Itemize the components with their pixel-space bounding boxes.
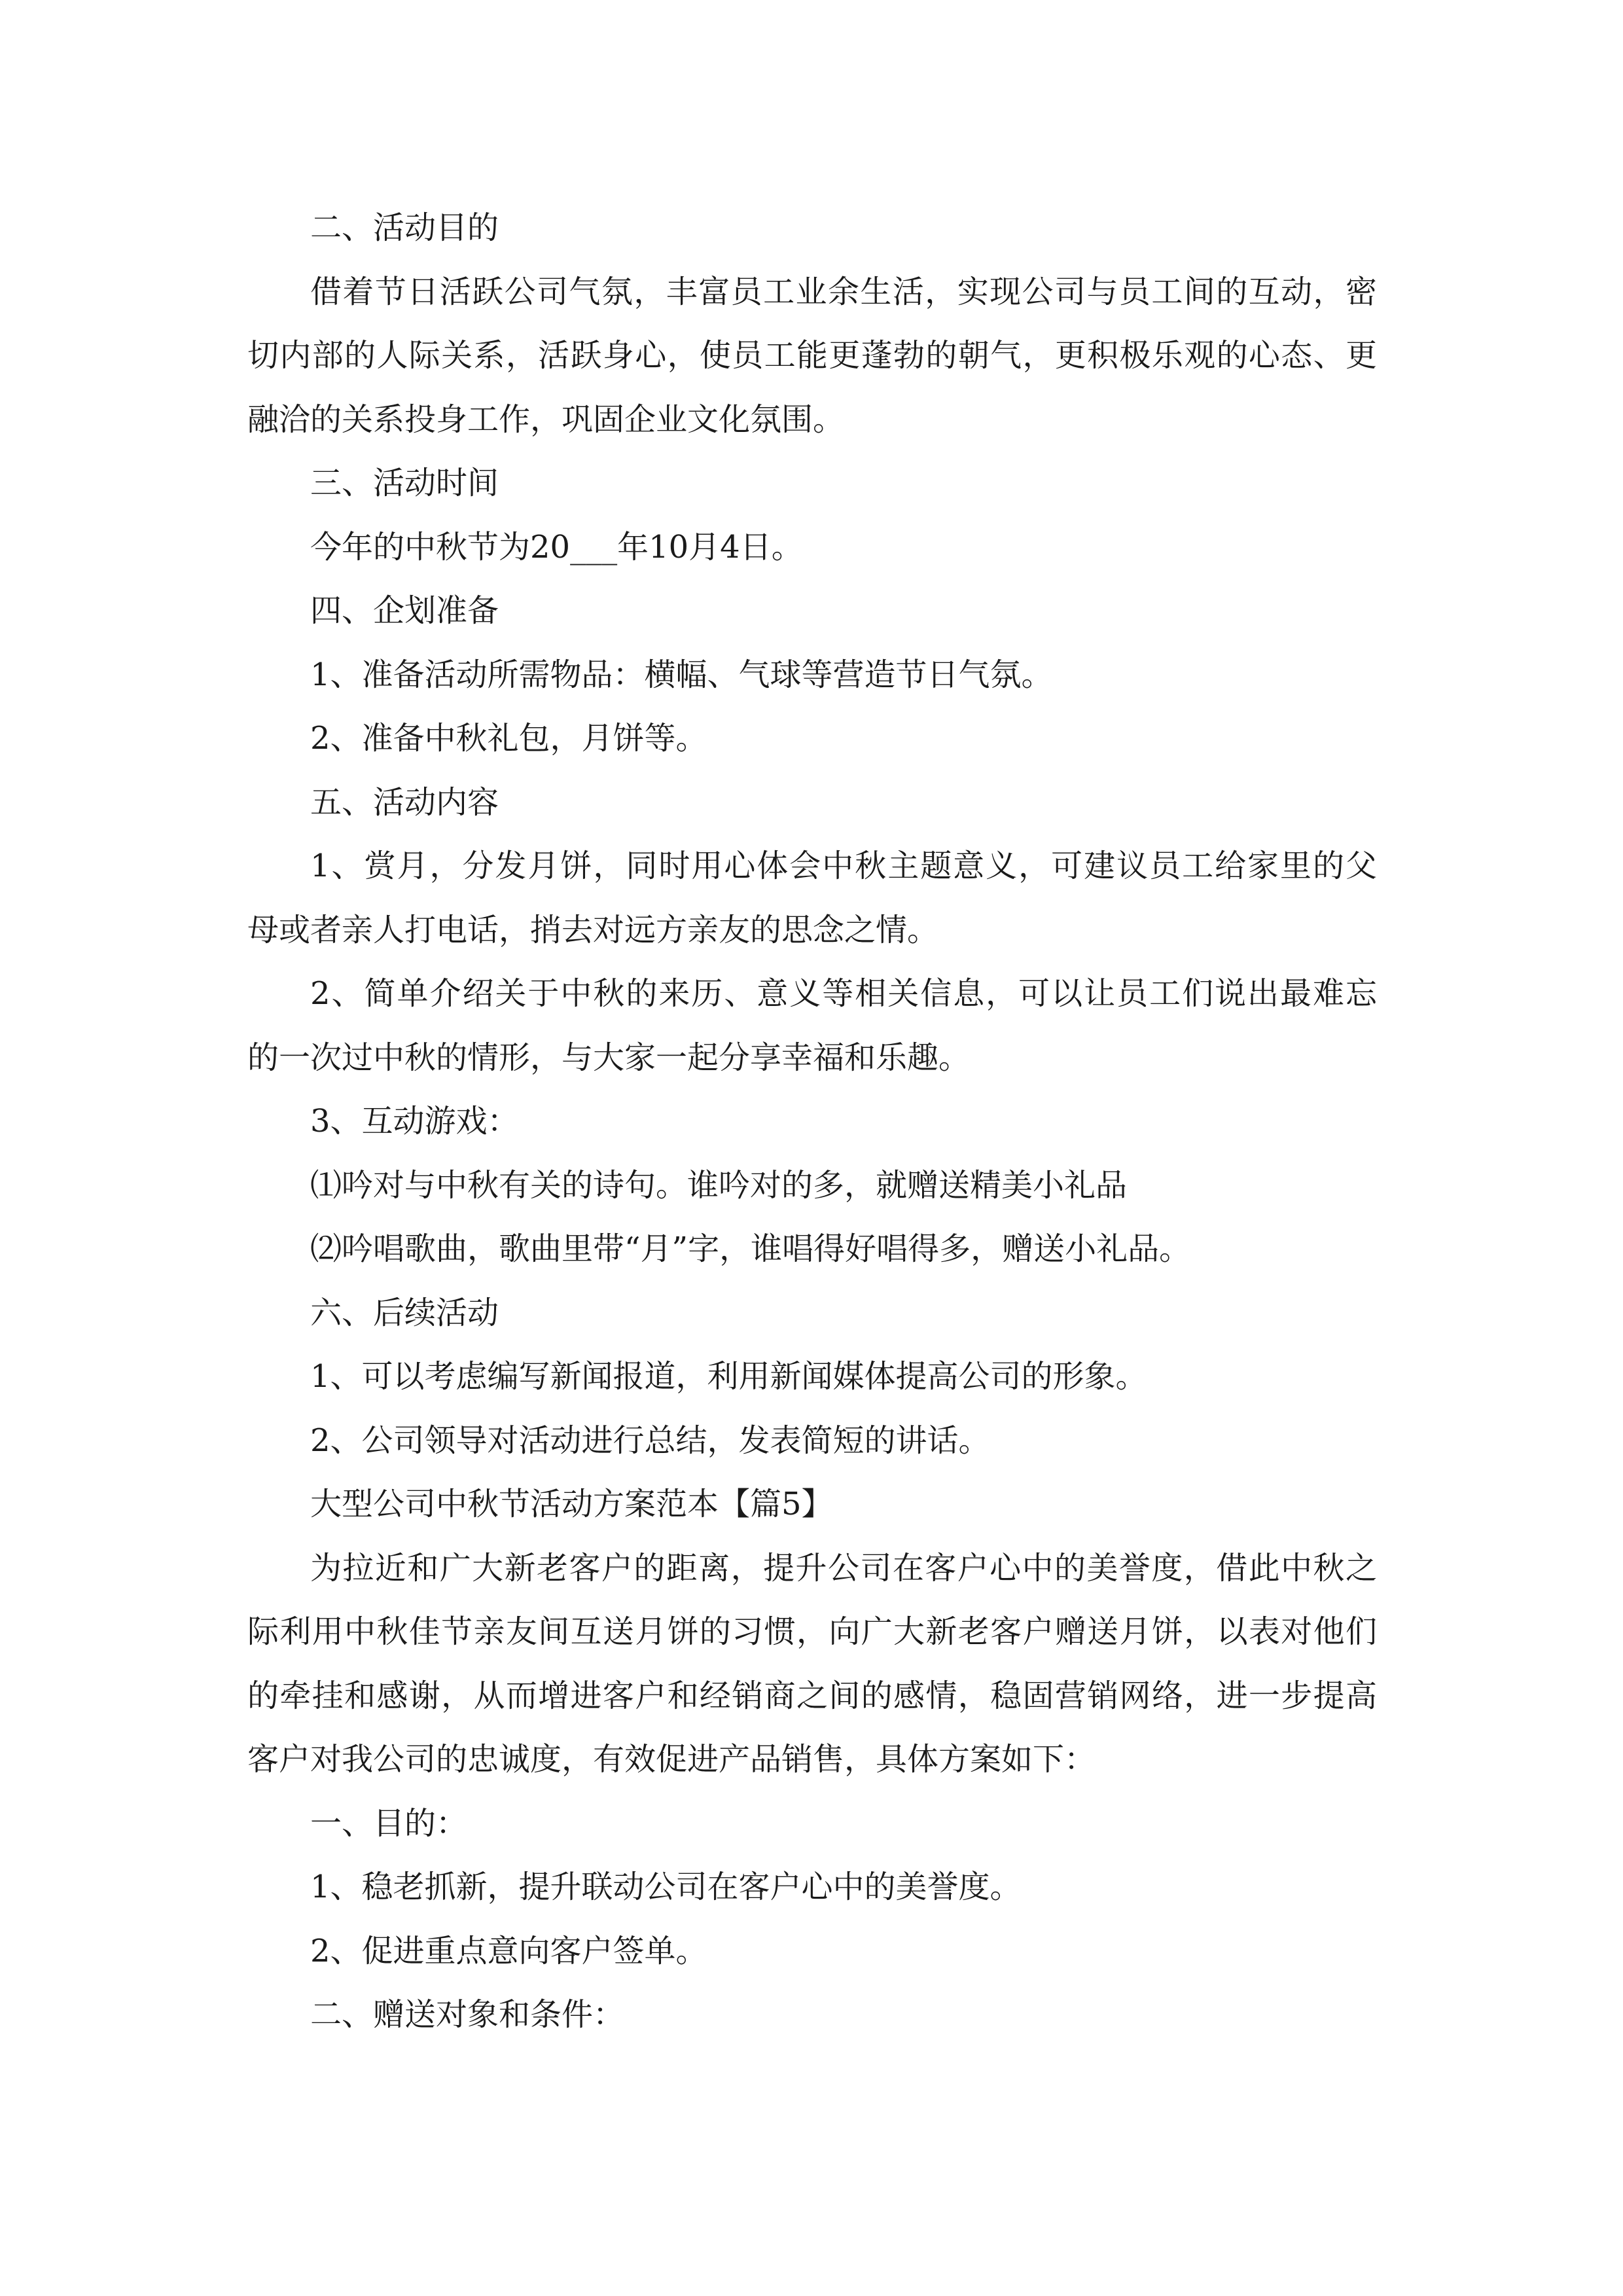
text-line: 1、赏月，分发月饼，同时用心体会中秋主题意义，可建议员工给家里的父 [310, 848, 1377, 884]
text-line: 母或者亲人打电话，捎去对远方亲友的思念之情。 [247, 911, 939, 948]
text-line: 一、目的： [310, 1804, 468, 1842]
text-line: ⑵吟唱歌曲，歌曲里带“月”字，谁唱得好唱得多，赠送小礼品。 [310, 1230, 1191, 1267]
text-line: 二、赠送对象和条件： [310, 1996, 625, 2033]
text-line: 3、互动游戏： [310, 1103, 519, 1139]
text-line: 客户对我公司的忠诚度，有效促进产品销售，具体方案如下： [247, 1741, 1096, 1778]
text-line: ⑴吟对与中秋有关的诗句。谁吟对的多，就赠送精美小礼品 [310, 1166, 1128, 1204]
text-line: 借着节日活跃公司气氛，丰富员工业余生活，实现公司与员工间的互动，密 [310, 273, 1377, 310]
text-line: 的一次过中秋的情形，与大家一起分享幸福和乐趣。 [247, 1039, 971, 1076]
text-line: 1、可以考虑编写新闻报道，利用新闻媒体提高公司的形象。 [310, 1358, 1147, 1395]
text-line: 六、后续活动 [310, 1294, 499, 1331]
text-line: 二、活动目的 [310, 209, 499, 246]
text-line: 大型公司中秋节活动方案范本【篇5】 [310, 1486, 833, 1522]
text-line: 三、活动时间 [310, 465, 499, 501]
text-line: 2、促进重点意向客户签单。 [310, 1932, 707, 1969]
text-line: 今年的中秋节为20___年10月4日。 [310, 528, 803, 565]
text-line: 2、准备中秋礼包，月饼等。 [310, 720, 707, 757]
text-line: 五、活动内容 [310, 783, 499, 821]
text-line: 1、稳老抓新，提升联动公司在客户心中的美誉度。 [310, 1869, 1022, 1905]
text-line: 2、简单介绍关于中秋的来历、意义等相关信息，可以让员工们说出最难忘 [310, 975, 1377, 1012]
document-page [247, 196, 1377, 2047]
text-line: 2、公司领导对活动进行总结，发表简短的讲话。 [310, 1422, 990, 1459]
text-line: 切内部的人际关系，活跃身心，使员工能更蓬勃的朝气，更积极乐观的心态、更 [247, 337, 1377, 374]
text-line: 际利用中秋佳节亲友间互送月饼的习惯，向广大新老客户赠送月饼，以表对他们 [247, 1613, 1377, 1650]
text-line: 融洽的关系投身工作，巩固企业文化氛围。 [247, 401, 845, 438]
text-line: 1、准备活动所需物品：横幅、气球等营造节日气氛。 [310, 656, 1053, 693]
text-line: 四、企划准备 [310, 592, 499, 629]
text-line: 为拉近和广大新老客户的距离，提升公司在客户心中的美誉度，借此中秋之 [310, 1549, 1377, 1587]
text-line: 的牵挂和感谢，从而增进客户和经销商之间的感情，稳固营销网络，进一步提高 [247, 1677, 1377, 1714]
